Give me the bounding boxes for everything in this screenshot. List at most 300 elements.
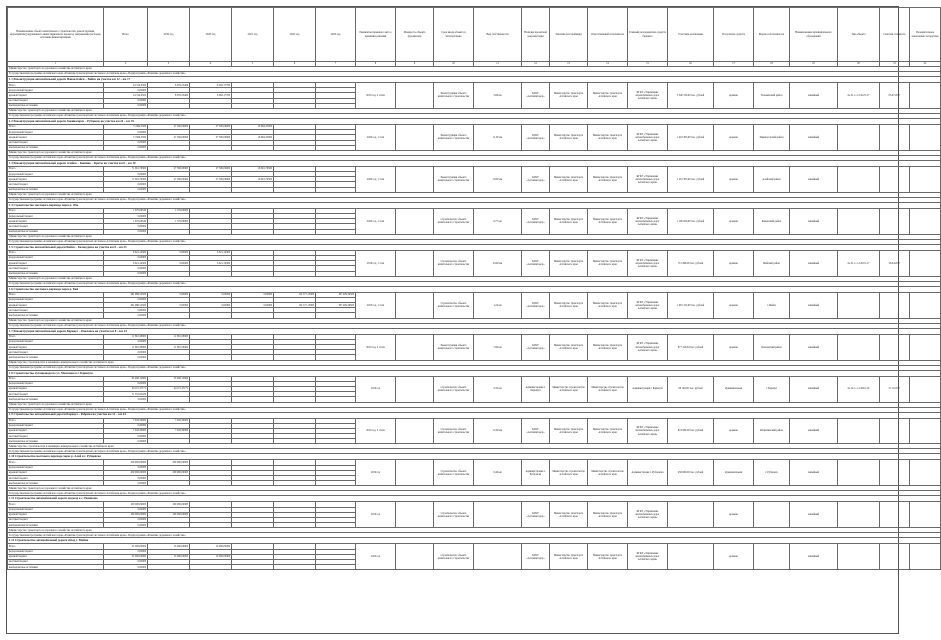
amount-cell: 0,00000 bbox=[104, 266, 148, 271]
program-title: Государственная программа Алтайского края «Развитие транспортной системы в Алтайском крае». Подпрограмма «Развитие дорожного хозяйства» bbox=[8, 449, 941, 454]
program-title: Государственная программа Алтайского края «Развитие транспортной системы в Алтайском крае». Подпрограмма «Развитие дорожного хозяйства» bbox=[8, 533, 941, 538]
object-attribute: КГКУ «Алтайавтодор» bbox=[522, 208, 550, 234]
funding-source-label: краевой бюджет bbox=[8, 219, 104, 224]
object-attribute: 27.10.2017 bbox=[880, 376, 910, 402]
amount-cell: 15 000,00000 bbox=[148, 554, 190, 559]
header-cell: Заказчик (застройщик) bbox=[550, 8, 588, 62]
object-attribute bbox=[668, 502, 714, 528]
funding-source-label: местный бюджет bbox=[8, 559, 104, 564]
amount-cell: 459 900,00000 bbox=[104, 470, 148, 475]
object-attribute: краевая bbox=[714, 418, 754, 444]
amount-cell: 6 621,14300 bbox=[190, 261, 232, 266]
object-attribute: КГКУ «Управление автомобильных дорог Алтайского края» bbox=[628, 418, 668, 444]
header-cell: Итого bbox=[104, 8, 148, 62]
amount-cell: 8 076,25400 bbox=[148, 83, 190, 88]
amount-cell: 0,00000 bbox=[104, 476, 148, 481]
amount-cell: 0,00000 bbox=[148, 261, 190, 266]
funding-source-label: краевой бюджет bbox=[8, 93, 104, 98]
amount-cell: 27 500,00000 bbox=[148, 124, 190, 129]
object-attribute: КГКУ «Алтайавтодор» bbox=[522, 124, 550, 150]
amount-cell bbox=[232, 565, 274, 570]
object-attribute bbox=[880, 544, 910, 570]
amount-cell: 16 664,35000 bbox=[232, 135, 274, 140]
funding-source-label: Всего bbox=[8, 124, 104, 129]
object-attribute bbox=[396, 460, 434, 486]
object-attribute: муниципальная bbox=[714, 460, 754, 486]
object-attribute bbox=[838, 208, 880, 234]
amount-cell: 0,00000 bbox=[104, 255, 148, 260]
object-attribute: 10,00 км bbox=[474, 166, 522, 192]
amount-cell: 11 861,58000 bbox=[148, 334, 190, 339]
object-attribute: 2020 год, 1 этап bbox=[356, 166, 396, 192]
amount-cell: 27 500,00000 bbox=[148, 135, 190, 140]
column-number: 14 bbox=[588, 62, 628, 67]
amount-cell: 0,00000 bbox=[104, 355, 148, 360]
object-attribute: Реконструкция объекта капитального строительства bbox=[434, 334, 474, 360]
funding-source-label: внебюджетные источники bbox=[8, 103, 104, 108]
funding-source-label: местный бюджет bbox=[8, 517, 104, 522]
funding-source-label: внебюджетные источники bbox=[8, 523, 104, 528]
object-attribute: Министерство строительства Алтайского края bbox=[550, 460, 588, 486]
object-attribute bbox=[838, 334, 880, 360]
header-cell: Участник реализации bbox=[668, 8, 714, 62]
column-number: 7 bbox=[316, 62, 356, 67]
object-attribute bbox=[880, 208, 910, 234]
amount-cell: 71 352,95429 bbox=[104, 392, 148, 397]
section-title: Министерство транспорта и дорожного хозяйства Алтайского края bbox=[8, 234, 941, 239]
amount-cell: 100 000,00000 bbox=[148, 502, 190, 507]
object-attribute: Министерство транспорта Алтайского края bbox=[550, 166, 588, 192]
amount-cell: 25 000,00000 bbox=[104, 554, 148, 559]
object-attribute: Министерство транспорта Алтайского края bbox=[550, 334, 588, 360]
object-attribute: Министерство транспорта Алтайского края bbox=[588, 502, 628, 528]
object-attribute: линейный bbox=[790, 208, 838, 234]
funding-source-label: внебюджетные источники bbox=[8, 439, 104, 444]
object-attribute: линейный bbox=[790, 460, 838, 486]
object-attribute: 2019 год, 1 этап bbox=[356, 250, 396, 276]
object-title: 1.12 Строительство автомобильной дороги обход с. Майма bbox=[8, 538, 941, 544]
object-attribute: 874 800,00 тыс. рублей bbox=[668, 418, 714, 444]
funding-source-label: Всего bbox=[8, 502, 104, 507]
object-attribute bbox=[396, 83, 434, 109]
object-attribute: краевая bbox=[714, 544, 754, 570]
funding-source-label: местный бюджет bbox=[8, 98, 104, 103]
empty-cell bbox=[910, 460, 941, 486]
empty-cell bbox=[910, 83, 941, 109]
object-attribute: 2019 год, 2 этапа bbox=[356, 418, 396, 444]
amount-cell: 7 943,30000 bbox=[148, 418, 190, 423]
object-attribute: Министерство строительства Алтайского края bbox=[588, 460, 628, 486]
program-title: Государственная программа Алтайского края «Развитие транспортной системы в Алтайском крае». Подпрограмма «Развитие дорожного хозяйства» bbox=[8, 491, 941, 496]
header-cell: Срок ввода объекта в эксплуатацию bbox=[434, 8, 474, 62]
object-attribute: КГКУ «Алтайавтодор» bbox=[522, 418, 550, 444]
amount-cell: 461 986,52500 bbox=[104, 292, 148, 297]
object-attribute: линейный bbox=[790, 544, 838, 570]
amount-cell: 8 082,17700 bbox=[190, 93, 232, 98]
header-cell: Получатель средств bbox=[714, 8, 754, 62]
object-attribute: КГКУ «Управление автомобильных дорог Алтайского края» bbox=[628, 502, 668, 528]
column-number: 18 bbox=[754, 62, 790, 67]
object-attribute: Министерство транспорта Алтайского края bbox=[588, 334, 628, 360]
object-attribute: Министерство строительства Алтайского края bbox=[550, 376, 588, 402]
object-attribute bbox=[396, 208, 434, 234]
header-cell: 2021 год bbox=[232, 8, 274, 62]
object-attribute: 677 416,64 тыс. рублей bbox=[668, 334, 714, 360]
amount-cell: 24 314,0500 bbox=[104, 83, 148, 88]
funding-source-label: Всего bbox=[8, 250, 104, 255]
funding-source-label: краевой бюджет bbox=[8, 554, 104, 559]
amount-cell: 0,00000 bbox=[104, 187, 148, 192]
object-attribute: КГКУ «Алтайавтодор» bbox=[522, 502, 550, 528]
section-title: Министерство транспорта и дорожного хозяйства Алтайского края bbox=[8, 486, 941, 491]
object-attribute: краевая bbox=[714, 334, 754, 360]
object-attribute bbox=[880, 418, 910, 444]
amount-cell: 1 870,09540 bbox=[104, 208, 148, 213]
amount-cell: 0,00000 bbox=[104, 350, 148, 355]
object-attribute: Министерство транспорта Алтайского края bbox=[550, 208, 588, 234]
object-attribute: Администрация г. Рубцовска bbox=[522, 460, 550, 486]
amount-cell: 0,00000 bbox=[104, 565, 148, 570]
object-attribute bbox=[474, 502, 522, 528]
object-attribute: КГКУ «Управление автомобильных дорог Алтайского края» bbox=[628, 334, 668, 360]
object-attribute: КГКУ «Алтайавтодор» bbox=[522, 544, 550, 570]
column-number: 16 bbox=[668, 62, 714, 67]
program-title: Государственная программа Алтайского края «Развитие транспортной системы в Алтайском крае». Подпрограмма «Развитие дорожного хозяйства» bbox=[8, 155, 941, 160]
object-attribute: КГКУ «Управление автомобильных дорог Алтайского края» bbox=[628, 544, 668, 570]
funding-source-label: Всего bbox=[8, 418, 104, 423]
funding-source-label: федеральный бюджет bbox=[8, 507, 104, 512]
object-attribute: 12,00 км bbox=[474, 418, 522, 444]
header-cell: 2019 год bbox=[148, 8, 190, 62]
funding-source-label: местный бюджет bbox=[8, 308, 104, 313]
funding-source-label: Всего bbox=[8, 208, 104, 213]
amount-cell: 0,00000 bbox=[104, 397, 148, 402]
funding-source-label: внебюджетные источники bbox=[8, 397, 104, 402]
object-attribute bbox=[880, 334, 910, 360]
funding-source-label: краевой бюджет bbox=[8, 345, 104, 350]
object-attribute: КГКУ «Алтайавтодор» bbox=[522, 166, 550, 192]
funding-source-label: федеральный бюджет bbox=[8, 297, 104, 302]
object-attribute: Алейский район bbox=[754, 166, 790, 192]
funding-source-label: внебюджетные источники bbox=[8, 229, 104, 234]
object-attribute: 2020 год, 1 этап bbox=[356, 124, 396, 150]
funding-source-label: федеральный бюджет bbox=[8, 172, 104, 177]
object-attribute: Министерство транспорта Алтайского края bbox=[550, 124, 588, 150]
amount-cell: 0,00000 bbox=[104, 517, 148, 522]
object-attribute bbox=[838, 418, 880, 444]
object-attribute: 2020 год, 1 этап bbox=[356, 208, 396, 234]
program-title: Государственная программа Алтайского края «Развитие транспортной системы в Алтайском крае». Подпрограмма «Развитие дорожного хозяйства» bbox=[8, 407, 941, 412]
object-attribute: Строительство объекта капитального строительства bbox=[434, 208, 474, 234]
object-attribute: г. Рубцовск bbox=[754, 460, 790, 486]
object-attribute: линейный bbox=[790, 334, 838, 360]
amount-cell: 0,00000 bbox=[148, 303, 190, 308]
object-attribute bbox=[396, 544, 434, 570]
object-attribute: линейный bbox=[790, 376, 838, 402]
funding-source-label: Всего bbox=[8, 376, 104, 381]
funding-source-label: местный бюджет bbox=[8, 392, 104, 397]
header-cell: 2020 год bbox=[190, 8, 232, 62]
object-attribute: г. Барнаул bbox=[754, 376, 790, 402]
amount-cell: 6 621,14300 bbox=[104, 261, 148, 266]
funding-source-label: федеральный бюджет bbox=[8, 381, 104, 386]
object-attribute: краевая bbox=[714, 502, 754, 528]
amount-cell: 16 661,79300 bbox=[232, 177, 274, 182]
funding-source-label: федеральный бюджет bbox=[8, 214, 104, 219]
amount-cell: 95 468,12600 bbox=[104, 376, 148, 381]
amount-cell: 0,00000 bbox=[148, 250, 190, 255]
object-attribute: линейный bbox=[790, 418, 838, 444]
amount-cell: 16 664,35000 bbox=[232, 124, 274, 129]
object-attribute: 28.04.2017 bbox=[880, 250, 910, 276]
table-header bbox=[8, 8, 941, 67]
amount-cell: 154 577,13000 bbox=[274, 303, 316, 308]
object-attribute bbox=[754, 544, 790, 570]
object-attribute: Реконструкция объекта капитального строительства bbox=[434, 83, 474, 109]
program-title: Государственная программа Алтайского края «Развитие транспортной системы в Алтайском крае». Подпрограмма «Развитие дорожного хозяйства» bbox=[8, 239, 941, 244]
funding-source-label: местный бюджет bbox=[8, 266, 104, 271]
object-attribute: Строительство объекта капитального строительства bbox=[434, 292, 474, 318]
section-title: Министерство транспорта и дорожного хозяйства Алтайского края bbox=[8, 192, 941, 197]
program-title: Государственная программа Алтайского края «Развитие транспортной системы в Алтайском крае». Подпрограмма «Развитие дорожного хозяйства» bbox=[8, 323, 941, 328]
header-cell: Наличие проектной документации bbox=[522, 8, 550, 62]
object-attribute bbox=[838, 124, 880, 150]
amount-cell: 0,00000 bbox=[104, 130, 148, 135]
object-attribute: линейный bbox=[790, 250, 838, 276]
header-cell: Главный распорядитель средств бюджета bbox=[628, 8, 668, 62]
object-attribute: линейный bbox=[790, 502, 838, 528]
object-attribute bbox=[396, 166, 434, 192]
object-attribute: 1 981 152,00 тыс. рублей bbox=[668, 292, 714, 318]
amount-cell: 0,00000 bbox=[104, 313, 148, 318]
amount-cell: 71 661,79300 bbox=[104, 177, 148, 182]
object-attribute bbox=[838, 460, 880, 486]
column-number: 20 bbox=[838, 62, 880, 67]
amount-cell: 8 076,25400 bbox=[148, 93, 190, 98]
funding-source-label: краевой бюджет bbox=[8, 303, 104, 308]
amount-cell: 23 468,12600 bbox=[148, 376, 190, 381]
object-title: 1.2 Реконструкция автомобильной дороги Змеиногорск – Рубцовск на участке км 24 – км 35 bbox=[8, 118, 941, 124]
object-attribute: 1 419 303,00 тыс. рублей bbox=[668, 166, 714, 192]
object-attribute: Строительство объекта капитального строительства bbox=[434, 460, 474, 486]
object-title: 1.3 Реконструкция автомобильной дороги Алейск – Кашино – Кроты на участке км 0 – км 10 bbox=[8, 160, 941, 166]
amount-cell: 0,00000 bbox=[104, 434, 148, 439]
object-attribute: 2019 год, 2 этапа bbox=[356, 83, 396, 109]
amount-cell: 0,00000 bbox=[104, 182, 148, 187]
funding-source-label: местный бюджет bbox=[8, 434, 104, 439]
empty-cell bbox=[910, 208, 941, 234]
object-attribute: Министерство транспорта Алтайского края bbox=[588, 166, 628, 192]
column-number: 6 bbox=[274, 62, 316, 67]
funding-source-label: краевой бюджет bbox=[8, 386, 104, 391]
amount-cell: 1 370,00000 bbox=[148, 208, 190, 213]
object-attribute: Строительство объекта капитального строительства bbox=[434, 376, 474, 402]
object-attribute bbox=[838, 292, 880, 318]
object-attribute: Реконструкция объекта капитального строительства bbox=[434, 124, 474, 150]
section-title: Министерство транспорта и дорожного хозяйства Алтайского края bbox=[8, 528, 941, 533]
object-attribute: 2023 год, 1 этап bbox=[356, 292, 396, 318]
object-attribute bbox=[396, 292, 434, 318]
object-attribute: 459 900,00 тыс. рублей bbox=[668, 460, 714, 486]
object-title: 1.5 Строительство автомобильной дороги Бийск – Белокуриха на участке км 0 – км 23 bbox=[8, 244, 941, 250]
object-attribute bbox=[880, 502, 910, 528]
object-attribute: КГКУ «Управление автомобильных дорог Алтайского края» bbox=[628, 250, 668, 276]
amount-cell: 100 000,00000 bbox=[148, 512, 190, 517]
object-attribute: Администрация г. Барнаула bbox=[628, 376, 668, 402]
object-attribute: краевая bbox=[714, 250, 754, 276]
amount-cell: 8 082,17700 bbox=[190, 83, 232, 88]
amount-cell: 100 000,00000 bbox=[104, 502, 148, 507]
object-attribute: краевая bbox=[714, 166, 754, 192]
section-title: Министерство транспорта и дорожного хозяйства Алтайского края bbox=[8, 150, 941, 155]
amount-cell: 0,00000 bbox=[104, 224, 148, 229]
object-attribute: 7,90 км bbox=[474, 334, 522, 360]
header-cell: 2022 год bbox=[274, 8, 316, 62]
amount-cell: 1 370,00000 bbox=[148, 219, 190, 224]
amount-cell: 15 000,00000 bbox=[148, 544, 190, 549]
object-attribute: Министерство транспорта Алтайского края bbox=[588, 292, 628, 318]
object-attribute bbox=[396, 124, 434, 150]
amount-cell: 0,00000 bbox=[232, 303, 274, 308]
header-cell: Наименование объекта капитального строительства, реконструкции, мероприятия (укрупненного инвестиционного проекта), направления расходов, источник финансирования bbox=[8, 8, 104, 62]
funding-source-label: федеральный бюджет bbox=[8, 88, 104, 93]
amount-cell: 0,00000 bbox=[104, 549, 148, 554]
object-attribute: 03.07.2017 bbox=[880, 83, 910, 109]
object-attribute: Министерство транспорта Алтайского края bbox=[550, 292, 588, 318]
amount-cell: 1 870,09540 bbox=[104, 219, 148, 224]
amount-cell: 0,00000 bbox=[104, 481, 148, 486]
amount-cell: 0,00000 bbox=[104, 271, 148, 276]
amount-cell: 307 409,39500 bbox=[316, 303, 356, 308]
funding-source-label: Всего bbox=[8, 292, 104, 297]
amount-cell: 0,00000 bbox=[104, 140, 148, 145]
column-number: 1 bbox=[8, 62, 104, 67]
amount-cell: 0,00000 bbox=[104, 103, 148, 108]
header-cell: Наименование муниципального образования bbox=[790, 8, 838, 62]
object-attribute bbox=[396, 502, 434, 528]
object-attribute: Министерство транспорта Алтайского края bbox=[550, 250, 588, 276]
column-number: 22 bbox=[910, 62, 941, 67]
object-attribute: Змеиногорский район bbox=[754, 124, 790, 150]
funding-source-label: Всего bbox=[8, 166, 104, 171]
object-attribute: Министерство транспорта Алтайского края bbox=[588, 124, 628, 150]
amount-cell: 100 000,00000 bbox=[104, 512, 148, 517]
object-attribute: Министерство транспорта Алтайского края bbox=[550, 83, 588, 109]
amount-cell: 11 861,58000 bbox=[104, 345, 148, 350]
object-title: 1.9 Строительство автомобильной дороги Барнаул – Ребриха на участке км 12 – км 24 bbox=[8, 412, 941, 418]
amount-cell bbox=[148, 565, 190, 570]
object-attribute: 0,40 км bbox=[474, 460, 522, 486]
object-attribute: Администрация г. Рубцовска bbox=[628, 460, 668, 486]
amount-cell: 0,00000 bbox=[104, 439, 148, 444]
object-attribute: Бийский район bbox=[754, 250, 790, 276]
header-cell: Положительное заключение экспертизы bbox=[910, 8, 941, 62]
program-title: Государственная программа Алтайского края «Развитие транспортной системы в Алтайском крае». Подпрограмма «Развитие дорожного хозяйства» bbox=[8, 113, 941, 118]
section-title: Министерство транспорта и дорожного хозяйства Алтайского края bbox=[8, 108, 941, 113]
funding-source-label: внебюджетные источники bbox=[8, 187, 104, 192]
amount-cell: 459 900,00000 bbox=[148, 460, 190, 465]
object-attribute: линейный bbox=[790, 292, 838, 318]
object-attribute: линейный bbox=[790, 124, 838, 150]
object-attribute bbox=[838, 166, 880, 192]
empty-cell bbox=[910, 334, 941, 360]
object-attribute: муниципальная bbox=[714, 376, 754, 402]
funding-source-label: Всего bbox=[8, 460, 104, 465]
funding-source-label: внебюджетные источники bbox=[8, 145, 104, 150]
object-attribute: Министерство транспорта Алтайского края bbox=[550, 502, 588, 528]
funding-source-label: местный бюджет bbox=[8, 224, 104, 229]
object-title: 1.1 Реконструкция автомобильной дороги Новоалтайск – Бийск на участке км 12 – км 17 bbox=[8, 77, 941, 83]
amount-cell: 7 943,30000 bbox=[104, 428, 148, 433]
funding-source-label: краевой бюджет bbox=[8, 135, 104, 140]
object-attribute: Строительство объекта капитального строительства bbox=[434, 544, 474, 570]
object-attribute: Администрация г. Барнаула bbox=[522, 376, 550, 402]
object-attribute: Министерство транспорта Алтайского края bbox=[588, 208, 628, 234]
funding-source-label: Всего bbox=[8, 544, 104, 549]
object-attribute bbox=[880, 124, 910, 150]
empty-cell bbox=[910, 376, 941, 402]
amount-cell: 0,00000 bbox=[104, 559, 148, 564]
amount-cell: 0,00000 bbox=[232, 292, 274, 297]
column-number: 3 bbox=[148, 62, 190, 67]
amount-cell: 0,00000 bbox=[148, 292, 190, 297]
object-attribute: Павловский район bbox=[754, 334, 790, 360]
object-title: 1.11 Строительство автомобильной дороги подъезд к с. Новиково bbox=[8, 496, 941, 502]
amount-cell: 25 000,00000 bbox=[104, 544, 148, 549]
amount-cell: 0,00000 bbox=[104, 308, 148, 313]
amount-cell: 0,00000 bbox=[104, 297, 148, 302]
amount-cell: 0,00000 bbox=[104, 423, 148, 428]
amount-cell: 307 409,39500 bbox=[316, 292, 356, 297]
document-sheet bbox=[6, 6, 939, 634]
object-title: 1.4 Строительство мостового перехода через р. Обь bbox=[8, 202, 941, 208]
empty-cell bbox=[910, 418, 941, 444]
object-attribute: Каменский район bbox=[754, 208, 790, 234]
column-number: 21 bbox=[880, 62, 910, 67]
object-attribute: 712 496,00 тыс. рублей bbox=[668, 250, 714, 276]
empty-cell bbox=[910, 124, 941, 150]
amount-cell: 0,00000 bbox=[104, 339, 148, 344]
object-title: 1.10 Строительство мостового перехода через р. Алей в г. Рубцовске bbox=[8, 454, 941, 460]
empty-cell bbox=[910, 292, 941, 318]
object-attribute: Министерство транспорта Алтайского края bbox=[588, 250, 628, 276]
object-attribute bbox=[838, 544, 880, 570]
funding-source-label: краевой бюджет bbox=[8, 177, 104, 182]
amount-cell: 154 577,13000 bbox=[274, 292, 316, 297]
column-number: 13 bbox=[550, 62, 588, 67]
object-attribute bbox=[396, 418, 434, 444]
amount-cell: 0,00000 bbox=[104, 98, 148, 103]
funding-source-label: федеральный бюджет bbox=[8, 549, 104, 554]
amount-cell: 27 500,00000 bbox=[190, 177, 232, 182]
object-attribute bbox=[396, 334, 434, 360]
object-attribute: Реконструкция объекта капитального строительства bbox=[434, 166, 474, 192]
empty-cell bbox=[910, 544, 941, 570]
amount-cell: 27 500,00000 bbox=[190, 124, 232, 129]
object-attribute: КГКУ «Управление автомобильных дорог Алтайского края» bbox=[628, 166, 668, 192]
amount-cell: 0,00000 bbox=[104, 523, 148, 528]
object-attribute: Министерство транспорта Алтайского края bbox=[588, 83, 628, 109]
object-attribute: № 22-1-1-3-0261-16 bbox=[838, 376, 880, 402]
object-attribute: краевая bbox=[714, 83, 754, 109]
empty-cell bbox=[910, 166, 941, 192]
header-cell: Тип объекта bbox=[838, 8, 880, 62]
section-title: Министерство транспорта и дорожного хозяйства Алтайского края bbox=[8, 318, 941, 323]
funding-source-label: местный бюджет bbox=[8, 476, 104, 481]
funding-source-label: федеральный бюджет bbox=[8, 465, 104, 470]
object-attribute: 2019 год bbox=[356, 376, 396, 402]
object-attribute bbox=[880, 292, 910, 318]
